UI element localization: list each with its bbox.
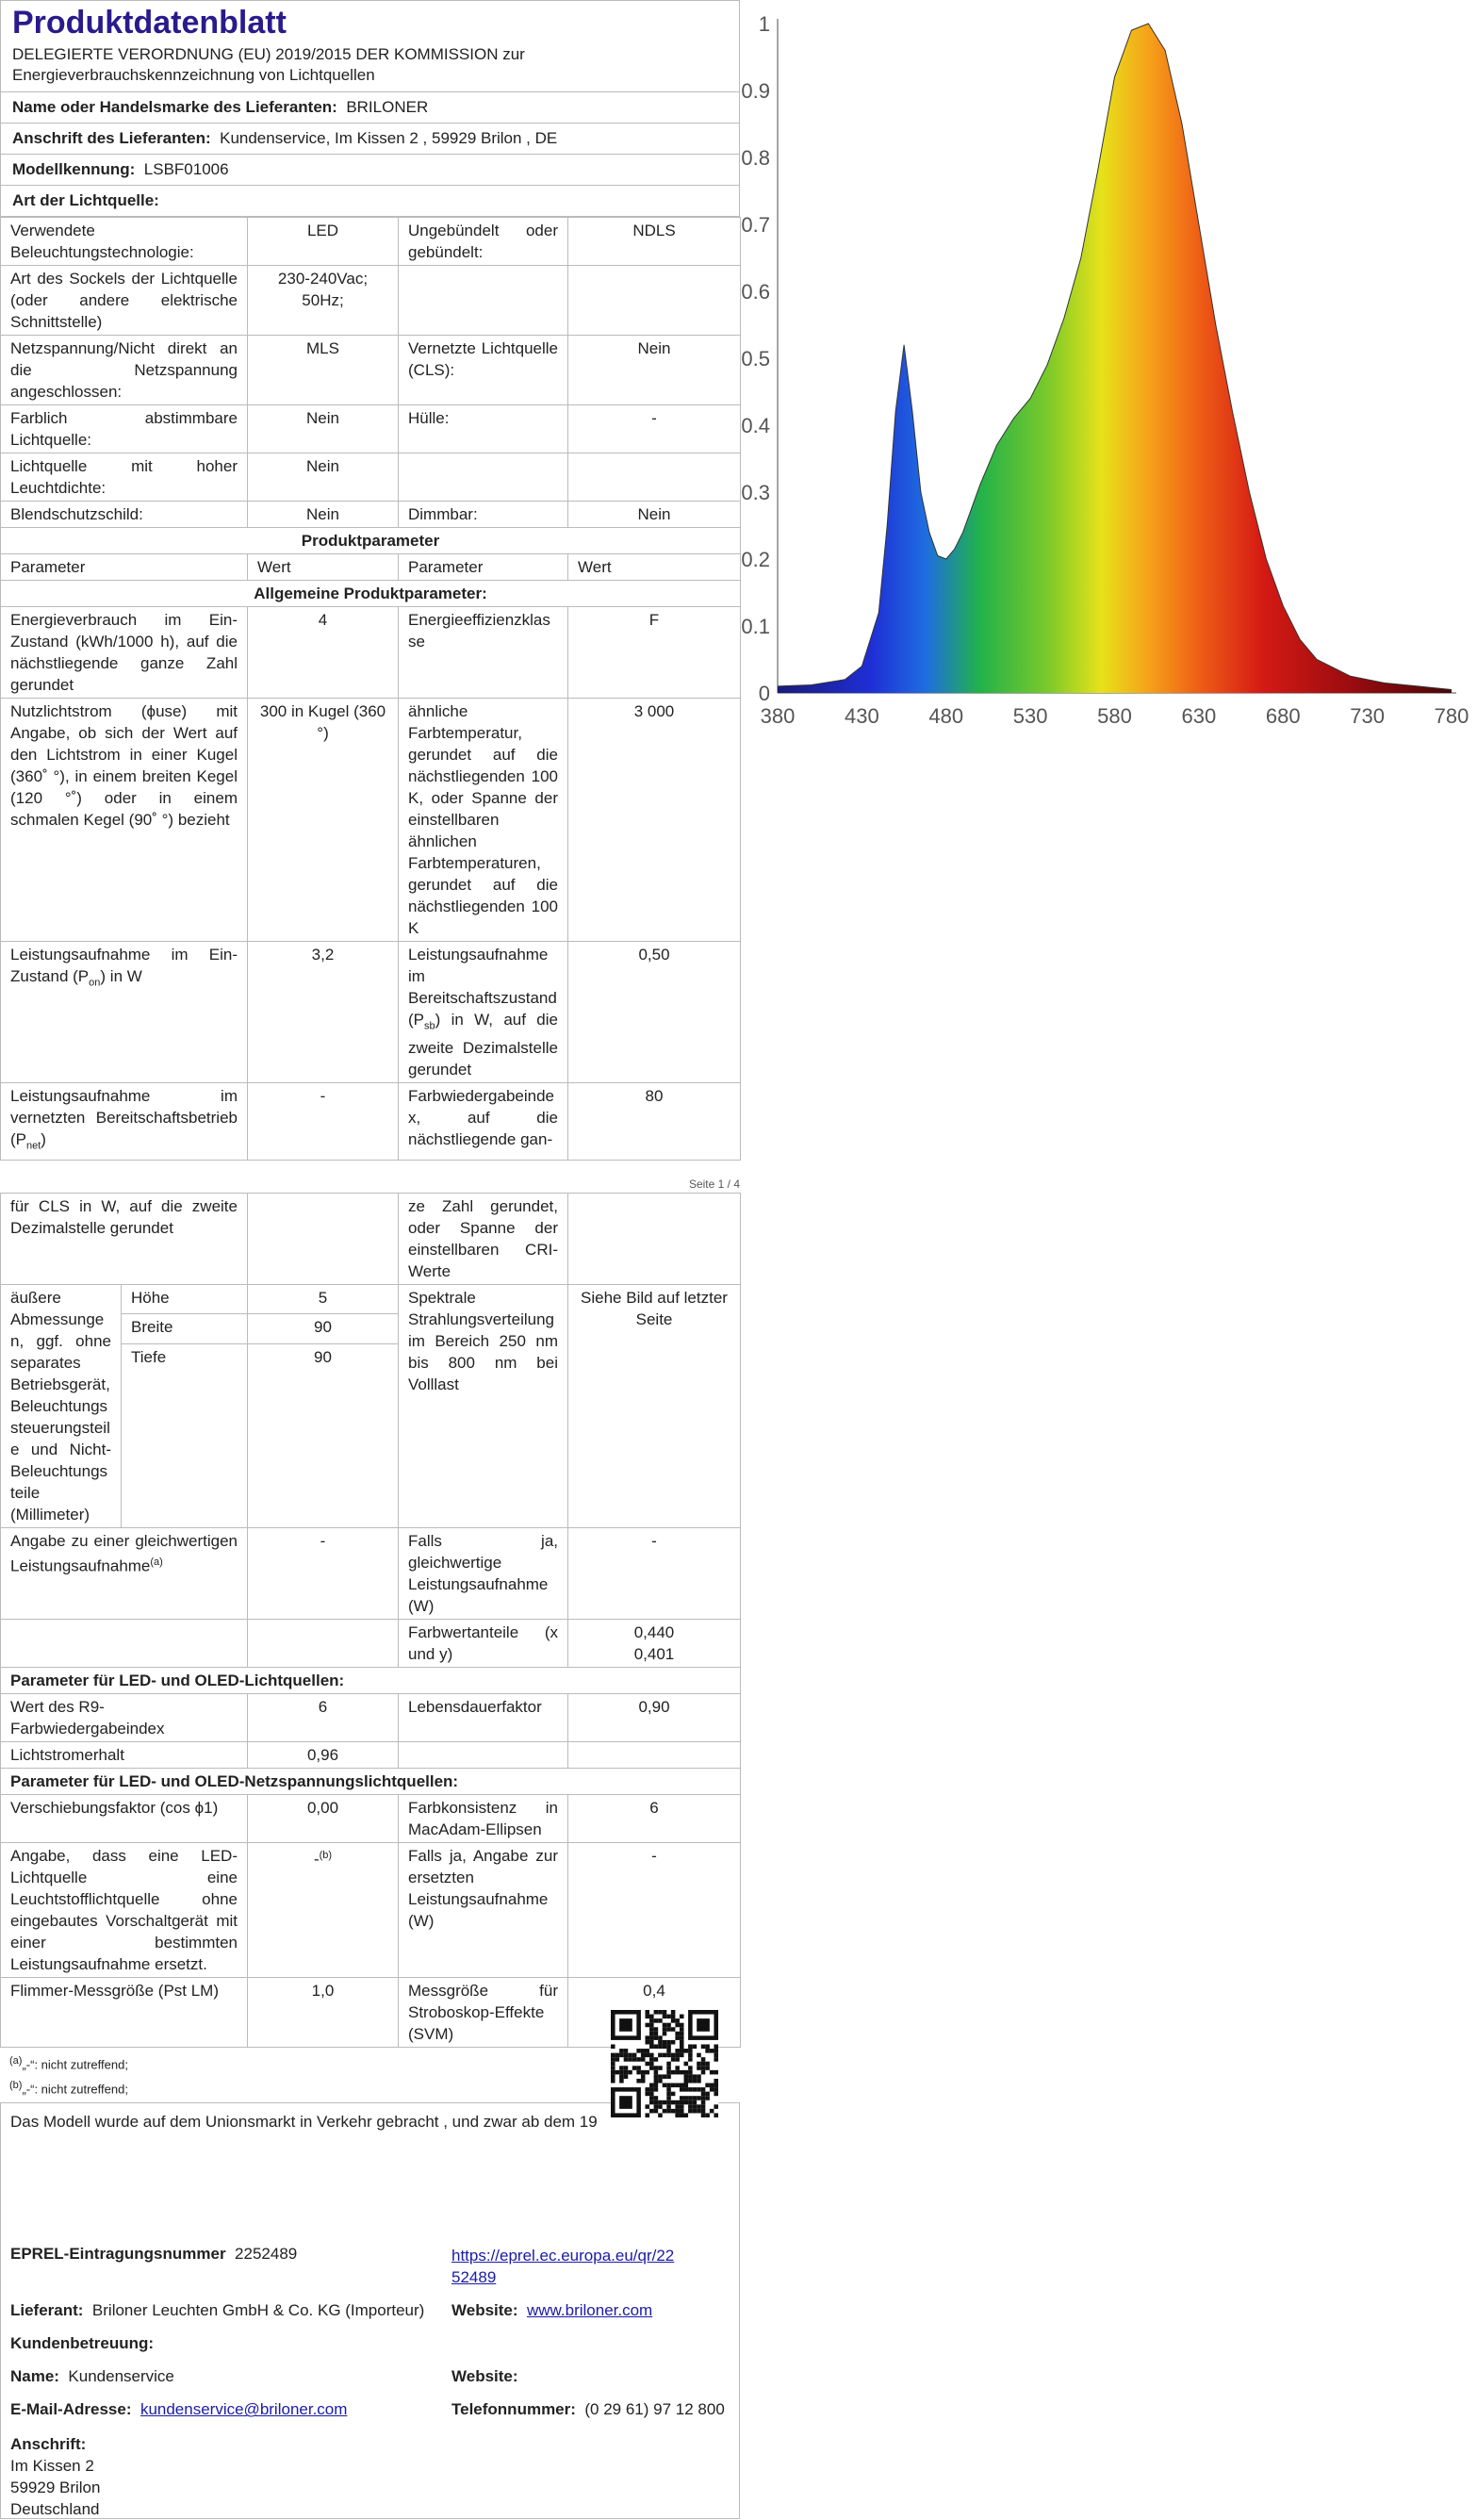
- dimension-value: 90: [248, 1314, 399, 1344]
- param-name: Energieverbrauch im Ein-Zustand (kWh/1000 h), auf die nächstliegende ganze Zahl gerundet: [1, 607, 248, 699]
- model-row: [1, 154, 739, 185]
- y-tick-label: 0.3: [741, 481, 770, 504]
- table-row: [1, 1768, 741, 1794]
- supplier-label: Name oder Handelsmarke des Lieferanten:: [12, 98, 337, 116]
- param-value: 80: [568, 1083, 741, 1160]
- param-value: 0,00: [248, 1794, 399, 1842]
- address-label: Anschrift des Lieferanten:: [12, 129, 211, 147]
- customer-care-heading: [10, 2334, 154, 2353]
- param-name: Flimmer-Messgröße (Pst LM): [1, 1977, 248, 2047]
- subtitle-line-1: DELEGIERTE VERORDNUNG (EU) 2019/2015 DER KOMMISSION zur: [12, 45, 525, 63]
- name-value: Kundenservice: [68, 2367, 174, 2386]
- table-row: [1, 1083, 741, 1160]
- datasheet-header: [0, 0, 740, 217]
- param-name: ze Zahl gerundet, oder Spanne der einstellbaren CRI-Werte: [399, 1193, 568, 1284]
- param-value: [568, 1619, 741, 1667]
- param-name: Lichtstromerhalt: [1, 1741, 248, 1768]
- phone-row: [451, 2400, 725, 2419]
- text-part: -: [313, 1850, 320, 1869]
- email-row: [10, 2400, 347, 2419]
- qr-code-icon: [611, 2010, 718, 2117]
- address-row: [1, 123, 739, 154]
- dimension-name: Höhe: [122, 1284, 248, 1314]
- eprel-link-part[interactable]: 52489: [451, 2268, 497, 2287]
- param-value: NDLS: [568, 218, 741, 266]
- param-value: 0,90: [568, 1693, 741, 1741]
- y-tick-label: 0.6: [741, 280, 770, 304]
- param-value: [568, 453, 741, 502]
- empty-cell: [248, 1619, 399, 1667]
- param-name: Falls ja, gleichwertige Leistungsaufnahme (W): [399, 1527, 568, 1619]
- website-link[interactable]: www.briloner.com: [527, 2301, 653, 2320]
- text-part: ) in W, auf die zweite Dezimalstelle gerundet: [408, 1011, 558, 1079]
- param-name: Angabe, dass eine LED-Lichtquelle eine Leuchtstofflichtquelle ohne eingebautes Vorschaltgerät mit einer bestimmten Leistungsaufnahme ersetzt.: [1, 1842, 248, 1977]
- section-heading: Parameter für LED- und OLED-Lichtquellen:: [1, 1667, 741, 1693]
- page-break: [0, 1161, 740, 1193]
- param-name: Spektrale Strahlungsverteilung im Bereich 250 nm bis 800 nm bei Volllast: [399, 1284, 568, 1527]
- address-line: Im Kissen 2: [10, 2457, 94, 2476]
- parameters-table-continued: [0, 1193, 741, 2048]
- param-value: 3,2: [248, 942, 399, 1083]
- address-line: Deutschland: [10, 2500, 100, 2519]
- email-link[interactable]: kundenservice@briloner.com: [139, 2400, 348, 2419]
- dimension-name: Breite: [122, 1314, 248, 1344]
- table-row: [1, 1193, 741, 1284]
- table-row: [1, 1741, 741, 1768]
- param-name: Nutzlichtstrom (ϕuse) mit Angabe, ob sich der Wert auf den Lichtstrom in einer Kugel (360˚ °), in einem breiten Kegel (120 °˚) oder in einem schmalen Kegel (90˚ °) bezieht: [1, 699, 248, 942]
- spectral-distribution-chart: [740, 0, 1477, 745]
- param-value: 6: [568, 1794, 741, 1842]
- lieferant-row: [10, 2301, 424, 2320]
- table-row: [1, 942, 741, 1083]
- supplier-info-box: [0, 2102, 740, 2519]
- table-row: [1, 1284, 741, 1314]
- table-row: [1, 218, 741, 266]
- empty-cell: [399, 1741, 568, 1768]
- param-value: -: [248, 1083, 399, 1160]
- lieferant-value: Briloner Leuchten GmbH & Co. KG (Importeur): [91, 2301, 425, 2320]
- page-number: Seite 1 / 4: [688, 1177, 740, 1191]
- subscript: net: [26, 1140, 41, 1152]
- param-value: [248, 1842, 399, 1977]
- param-value: [568, 266, 741, 336]
- dimension-value: 90: [248, 1343, 399, 1527]
- light-source-type-table: [0, 217, 741, 1161]
- address-line: 59929 Brilon: [10, 2479, 101, 2497]
- table-row: [1, 1527, 741, 1619]
- y-tick-label: 0.1: [741, 615, 770, 638]
- param-name: Vernetzte Lichtquelle (CLS):: [399, 336, 568, 405]
- param-name: Farblich abstimmbare Lichtquelle:: [1, 405, 248, 453]
- param-value: F: [568, 607, 741, 699]
- column-header: Parameter: [1, 554, 248, 581]
- param-value: Nein: [248, 405, 399, 453]
- y-tick-label: 0: [758, 682, 770, 705]
- lieferant-label: Lieferant:: [10, 2301, 84, 2320]
- param-name: für CLS in W, auf die zweite Dezimalstelle gerundet: [1, 1193, 248, 1284]
- table-row: [1, 453, 741, 502]
- param-value: -: [568, 1842, 741, 1977]
- website-label: Website:: [451, 2301, 518, 2320]
- param-value: LED: [248, 218, 399, 266]
- eprel-value: 2252489: [235, 2245, 298, 2264]
- x-tick-label: 380: [760, 704, 796, 728]
- website-row: [451, 2301, 652, 2320]
- dimension-value: 5: [248, 1284, 399, 1314]
- section-heading: Parameter für LED- und OLED-Netzspannungslichtquellen:: [1, 1768, 741, 1794]
- phone-value: (0 29 61) 97 12 800: [584, 2400, 725, 2419]
- text-part: Leistungsaufnahme im vernetzten Bereitschaftsbetrieb (P: [10, 1087, 238, 1149]
- column-header: Wert: [568, 554, 741, 581]
- x-tick-label: 730: [1350, 704, 1385, 728]
- type-heading: Art der Lichtquelle:: [12, 191, 159, 209]
- param-value: 3 000: [568, 699, 741, 942]
- param-name: Wert des R9-Farbwiedergabeindex: [1, 1693, 248, 1741]
- param-name: Lebensdauerfaktor: [399, 1693, 568, 1741]
- param-name: Hülle:: [399, 405, 568, 453]
- param-name: Art des Sockels der Lichtquelle (oder andere elektrische Schnittstelle): [1, 266, 248, 336]
- param-value: [248, 1193, 399, 1284]
- param-value: 1,0: [248, 1977, 399, 2047]
- eprel-link-part[interactable]: https://eprel.ec.europa.eu/qr/22: [451, 2247, 675, 2265]
- param-name: Ungebündelt oder gebündelt:: [399, 218, 568, 266]
- table-row: [1, 1693, 741, 1741]
- table-row: [1, 405, 741, 453]
- regulation-subtitle: [1, 44, 739, 91]
- param-value: 0,50: [568, 942, 741, 1083]
- x-tick-label: 780: [1434, 704, 1469, 728]
- param-value: 0,96: [248, 1741, 399, 1768]
- market-date-text: Das Modell wurde auf dem Unionsmarkt in Verkehr gebracht , und zwar ab dem 19: [10, 2113, 598, 2132]
- page-title: Produktdatenblatt: [12, 5, 287, 41]
- param-name: ähnliche Farbtemperatur, gerundet auf die nächstliegenden 100 K, oder Spanne der einstellbaren ähnlichen Farbtemperaturen, gerundet auf die nächstliegenden 100 K: [399, 699, 568, 942]
- param-value: -: [568, 405, 741, 453]
- superscript: (b): [319, 1849, 333, 1861]
- param-name: Dimmbar:: [399, 502, 568, 528]
- param-value: 300 in Kugel (360 °): [248, 699, 399, 942]
- model-label: Modellkennung:: [12, 160, 136, 178]
- superscript: (a): [9, 2054, 23, 2067]
- empty-cell: [1, 1619, 248, 1667]
- name-label: Name:: [10, 2367, 59, 2386]
- subtitle-line-2: Energieverbrauchskennzeichnung von Lichtquellen: [12, 66, 375, 84]
- spectrum-area: [778, 24, 1452, 693]
- table-row: [1, 1842, 741, 1977]
- x-tick-label: 480: [928, 704, 964, 728]
- y-tick-label: 0.7: [741, 213, 770, 237]
- param-value: Nein: [248, 502, 399, 528]
- param-name: Falls ja, Angabe zur ersetzten Leistungsaufnahme (W): [399, 1842, 568, 1977]
- x-tick-label: 430: [845, 704, 879, 728]
- table-row: [1, 528, 741, 554]
- website2-label: Website:: [451, 2367, 518, 2386]
- param-value: 6: [248, 1693, 399, 1741]
- param-value: 4: [248, 607, 399, 699]
- y-tick-label: 0.5: [741, 347, 770, 371]
- param-name: [399, 942, 568, 1083]
- model-value: LSBF01006: [143, 160, 229, 178]
- supplier-row: [1, 91, 739, 123]
- param-name: Messgröße für Stroboskop-Effekte (SVM): [399, 1977, 568, 2047]
- y-tick-label: 0.8: [741, 146, 770, 170]
- param-name: [1, 1083, 248, 1160]
- text-part: Angabe zu einer gleichwertigen Leistungsaufnahme: [10, 1531, 238, 1575]
- param-value: [568, 1193, 741, 1284]
- subscript: on: [89, 977, 101, 989]
- param-value: 230-240Vac; 50Hz;: [248, 266, 399, 336]
- table-row: [1, 607, 741, 699]
- param-name: Lichtquelle mit hoher Leuchtdichte:: [1, 453, 248, 502]
- footnote-text: „-“: nicht zutreffend;: [22, 2057, 128, 2072]
- section-heading: Allgemeine Produktparameter:: [1, 581, 741, 607]
- y-tick-label: 0.4: [741, 414, 770, 437]
- table-row: [1, 1667, 741, 1693]
- table-row: [1, 1794, 741, 1842]
- param-name: Farbkonsistenz in MacAdam-Ellipsen: [399, 1794, 568, 1842]
- y-tick-label: 1: [758, 12, 770, 36]
- dimension-name: Tiefe: [122, 1343, 248, 1527]
- y-tick-label: 0.9: [741, 79, 770, 103]
- text-part: Leistungsaufnahme im Ein-Zustand (P: [10, 946, 238, 985]
- x-tick-label: 680: [1265, 704, 1301, 728]
- section-heading: Produktparameter: [1, 528, 741, 554]
- param-value: -: [568, 1527, 741, 1619]
- text-part: ) in W: [100, 967, 142, 985]
- param-name: Verwendete Beleuchtungstechnologie:: [1, 218, 248, 266]
- eprel-link[interactable]: [451, 2245, 674, 2288]
- table-row: [1, 1619, 741, 1667]
- x-tick-label: 530: [1012, 704, 1048, 728]
- column-header: Parameter: [399, 554, 568, 581]
- chroma-x: 0,440: [633, 1622, 675, 1641]
- param-name: [1, 1527, 248, 1619]
- param-name: Farbwertanteile (x und y): [399, 1619, 568, 1667]
- subscript: sb: [424, 1020, 435, 1032]
- param-name: Energieeffizienzklasse: [399, 607, 568, 699]
- supplier-value: BRILONER: [346, 98, 429, 116]
- column-header: Wert: [248, 554, 399, 581]
- address-value: Kundenservice, Im Kissen 2 , 59929 Brilon , DE: [220, 129, 558, 147]
- param-value: Siehe Bild auf letzter Seite: [568, 1284, 741, 1527]
- table-row: [1, 502, 741, 528]
- x-tick-label: 580: [1097, 704, 1132, 728]
- table-row: [1, 699, 741, 942]
- param-value: Nein: [568, 502, 741, 528]
- dimensions-label: äußere Abmessungen, ggf. ohne separates Betriebsgerät, Beleuchtungssteuerungsteile und Nicht-Beleuchtungsteile (Millimeter): [1, 1284, 122, 1527]
- footnote-text: „-“: nicht zutreffend;: [22, 2082, 128, 2097]
- empty-cell: [568, 1741, 741, 1768]
- chroma-y: 0,401: [633, 1644, 675, 1663]
- param-name: [399, 266, 568, 336]
- type-heading-row: [1, 185, 739, 217]
- table-row: [1, 581, 741, 607]
- name-row: [10, 2367, 174, 2386]
- table-row: [1, 266, 741, 336]
- table-header-row: [1, 554, 741, 581]
- param-value: Nein: [248, 453, 399, 502]
- param-value: 0,4: [568, 1977, 741, 2047]
- superscript: (b): [9, 2080, 23, 2092]
- param-value: -: [248, 1527, 399, 1619]
- customer-care-label: Kundenbetreuung:: [10, 2334, 155, 2353]
- eprel-row: [10, 2245, 435, 2264]
- param-value: Nein: [568, 336, 741, 405]
- table-row: [1, 336, 741, 405]
- param-name: [399, 453, 568, 502]
- param-name: Farbwiedergabeindex, auf die nächstliegende gan-: [399, 1083, 568, 1160]
- phone-label: Telefonnummer:: [451, 2400, 576, 2419]
- param-name: Verschiebungsfaktor (cos ϕ1): [1, 1794, 248, 1842]
- address-block-label: Anschrift:: [10, 2435, 87, 2454]
- email-label: E-Mail-Adresse:: [10, 2400, 132, 2419]
- param-value: MLS: [248, 336, 399, 405]
- address-block: [10, 2433, 100, 2520]
- eprel-label: EPREL-Eintragungsnummer: [10, 2245, 226, 2264]
- text-part: Leistungsaufnahme im Bereitschaftszustand (P: [408, 946, 557, 1029]
- param-name: [1, 942, 248, 1083]
- text-part: ): [41, 1130, 46, 1149]
- param-name: Netzspannung/Nicht direkt an die Netzspannung angeschlossen:: [1, 336, 248, 405]
- y-tick-label: 0.2: [741, 548, 770, 571]
- param-name: Blendschutzschild:: [1, 502, 248, 528]
- website2-row: [451, 2367, 518, 2386]
- x-tick-label: 630: [1181, 704, 1217, 728]
- superscript: (a): [150, 1556, 163, 1568]
